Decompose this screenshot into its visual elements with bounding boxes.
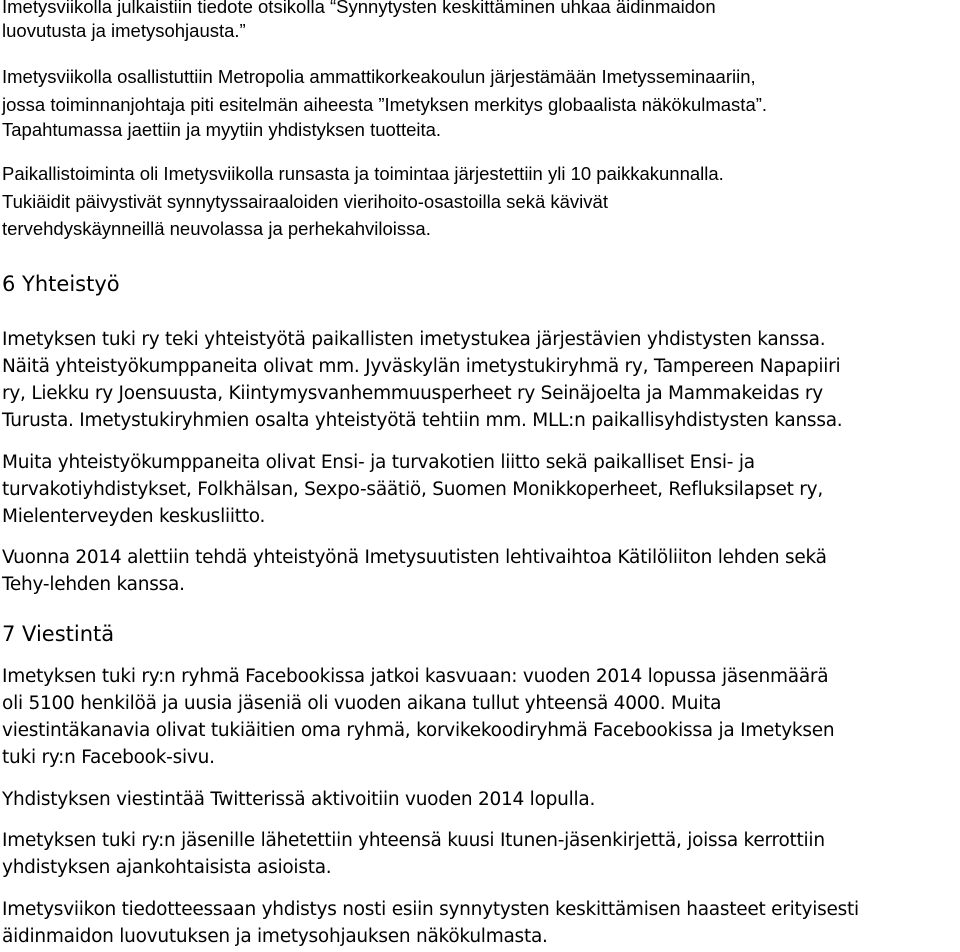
text-line: Imetyksen tuki ry:n ryhmä Facebookissa jatkoi kasvuaan: vuoden 2014 lopussa jäsenmäärä (2, 666, 829, 687)
text-line: tervehdyskäynneillä neuvolassa ja perhekahviloissa. (2, 218, 431, 239)
text-line: Muita yhteistyökumppaneita olivat Ensi- ja turvakotien liitto sekä paikalliset Ensi- ja (2, 452, 755, 473)
text-line: äidinmaidon luovutuksen ja imetysohjauksen näkökulmasta. (2, 926, 548, 947)
text-line: Tukiäidit päivystivät synnytyssairaaloiden vierihoito-osastoilla sekä kävivät (2, 191, 608, 212)
section-heading-yhteistyo: 6 Yhteistyö (2, 272, 120, 296)
text-line: Mielenterveyden keskusliitto. (2, 506, 266, 527)
text-line: Imetysviikon tiedotteessaan yhdistys nosti esiin synnytysten keskittämisen haasteet erityisesti (2, 899, 859, 920)
text-line: Imetyksen tuki ry teki yhteistyötä paikallisten imetystukea järjestävien yhdistysten kanssa. (2, 329, 826, 350)
text-line: Imetyksen tuki ry:n jäsenille lähetettiin yhteensä kuusi Itunen-jäsenkirjettä, joissa kerrottiin (2, 830, 825, 851)
text-line: jossa toiminnanjohtaja piti esitelmän aiheesta ”Imetyksen merkitys globaalista näkökulmasta”. (2, 94, 768, 115)
text-line: Imetysviikolla osallistuttiin Metropolia ammattikorkeakoulun järjestämään Imetysseminaariin, (2, 66, 756, 87)
text-line: turvakotiyhdistykset, Folkhälsan, Sexpo-säätiö, Suomen Monikkoperheet, Refluksilapset ry, (2, 479, 823, 500)
text-line: Turusta. Imetystukiryhmien osalta yhteistyötä tehtiin mm. MLL:n paikallisyhdistysten kanssa. (2, 410, 843, 431)
text-line: Paikallistoiminta oli Imetysviikolla runsasta ja toimintaa järjestettiin yli 10 paikkakunnalla. (2, 163, 724, 184)
section-heading-viestinta: 7 Viestintä (2, 622, 115, 646)
text-line: viestintäkanavia olivat tukiäitien oma ryhmä, korvikekoodiryhmä Facebookissa ja Imetyksen (2, 720, 835, 741)
text-line: oli 5100 henkilöä ja uusia jäseniä oli vuoden aikana tullut yhteensä 4000. Muita (2, 693, 722, 714)
text-line: yhdistyksen ajankohtaisista asioista. (2, 857, 332, 878)
text-line: Vuonna 2014 alettiin tehdä yhteistyönä Imetysuutisten lehtivaihtoa Kätilöliiton lehden sekä (2, 547, 827, 568)
text-line: Imetysviikolla julkaistiin tiedote otsikolla “Synnytysten keskittäminen uhkaa äidinmaidon (2, 0, 716, 17)
text-line: tuki ry:n Facebook-sivu. (2, 747, 215, 768)
text-line: ry, Liekku ry Joensuusta, Kiintymysvanhemmuusperheet ry Seinäjoelta ja Mammakeidas ry (2, 383, 823, 404)
text-line: Yhdistyksen viestintää Twitterissä aktivoitiin vuoden 2014 lopulla. (2, 789, 596, 810)
text-line: Tehy-lehden kanssa. (2, 574, 185, 595)
text-line: Näitä yhteistyökumppaneita olivat mm. Jyväskylän imetystukiryhmä ry, Tampereen Napapiiri (2, 356, 841, 377)
text-line: Tapahtumassa jaettiin ja myytiin yhdistyksen tuotteita. (2, 119, 442, 140)
text-line: luovutusta ja imetysohjausta.” (2, 20, 246, 41)
